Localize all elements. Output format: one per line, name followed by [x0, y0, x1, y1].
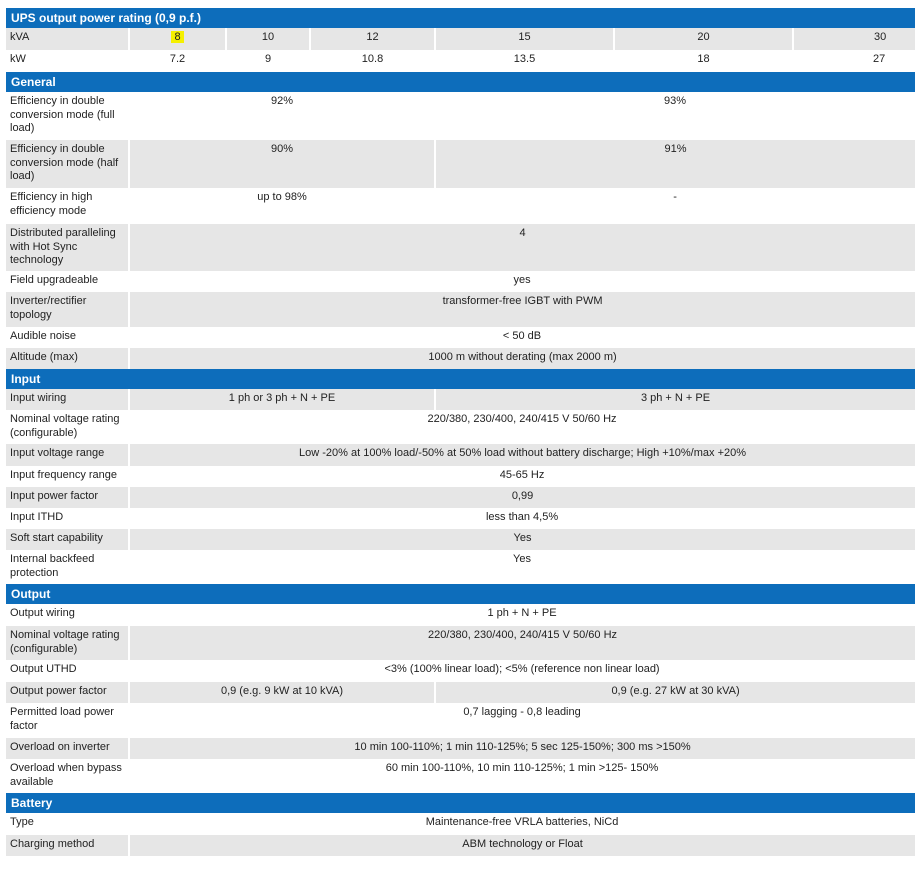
- table-row: [6, 410, 915, 444]
- highlighted-value: 8: [171, 31, 183, 43]
- row-label: Soft start capability: [6, 529, 129, 550]
- section-title: General: [6, 72, 915, 92]
- table-row: [6, 604, 915, 626]
- row-label: Type: [10, 816, 34, 828]
- row-label: Efficiency in high efficiency mode: [10, 191, 93, 217]
- kw-value: 9: [264, 53, 272, 65]
- section-title: Output: [6, 584, 915, 604]
- row-value: 93%: [664, 95, 687, 107]
- row-value: 220/380, 230/400, 240/415 V 50/60 Hz: [129, 626, 915, 660]
- row-label: Inverter/rectifier topology: [6, 292, 129, 327]
- table-row: [6, 738, 915, 759]
- table-row: [6, 224, 915, 271]
- row-value: Maintenance-free VRLA batteries, NiCd: [425, 816, 619, 828]
- section-title: Battery: [6, 793, 915, 813]
- row-label: Output UTHD: [10, 663, 77, 675]
- table-title: UPS output power rating (0,9 p.f.): [6, 8, 915, 28]
- row-value: 91%: [435, 140, 915, 188]
- row-value: 92%: [270, 95, 294, 107]
- table-row: [6, 660, 915, 682]
- row-value: less than 4,5%: [485, 511, 559, 523]
- row-label: Internal backfeed protection: [10, 553, 95, 579]
- kva-value: 15: [435, 28, 614, 50]
- row-value: 220/380, 230/400, 240/415 V 50/60 Hz: [427, 413, 617, 425]
- row-value: 4: [129, 224, 915, 271]
- row-label: Field upgradeable: [10, 274, 99, 286]
- row-value: 10 min 100-110%; 1 min 110-125%; 5 sec 125-150%; 300 ms >150%: [129, 738, 915, 759]
- row-label: Altitude (max): [6, 348, 129, 369]
- row-value: 1 ph + N + PE: [487, 607, 557, 619]
- row-label: Distributed paralleling with Hot Sync technology: [6, 224, 129, 271]
- table-row: [6, 703, 915, 738]
- table-row: [6, 140, 915, 188]
- row-value: 1 ph or 3 ph + N + PE: [129, 389, 435, 410]
- table-row: [6, 444, 915, 466]
- kva-value: 30: [793, 28, 915, 50]
- row-value: -: [673, 191, 677, 203]
- kva-value: [129, 28, 226, 50]
- row-label: Nominal voltage rating (configurable): [6, 626, 129, 660]
- kw-row: [6, 50, 915, 72]
- row-label: Efficiency in double conversion mode (half load): [6, 140, 129, 188]
- kva-value: 10: [226, 28, 310, 50]
- row-label: Overload when bypass available: [10, 762, 122, 788]
- row-label: Overload on inverter: [6, 738, 129, 759]
- row-value: 3 ph + N + PE: [435, 389, 915, 410]
- table-row: [6, 389, 915, 410]
- row-value: Low -20% at 100% load/-50% at 50% load without battery discharge; High +10%/max +20%: [129, 444, 915, 466]
- table-row: [6, 508, 915, 529]
- row-value: 90%: [129, 140, 435, 188]
- row-value: ABM technology or Float: [129, 835, 915, 856]
- kva-row: [6, 28, 915, 50]
- table-row: [6, 626, 915, 660]
- table-row: [6, 327, 915, 348]
- row-label: Permitted load power factor: [10, 706, 114, 732]
- table-row: [6, 529, 915, 550]
- table-row: [6, 835, 915, 856]
- row-value: 45-65 Hz: [499, 469, 545, 481]
- section-header-input: [6, 369, 915, 389]
- table-row: [6, 92, 915, 140]
- table-row: [6, 348, 915, 369]
- row-label: Input wiring: [6, 389, 129, 410]
- row-value: 0,9 (e.g. 27 kW at 30 kVA): [435, 682, 915, 703]
- ups-spec-table: [6, 8, 915, 856]
- row-value: 0,7 lagging - 0,8 leading: [463, 706, 581, 718]
- kva-value: 12: [310, 28, 435, 50]
- row-value: transformer-free IGBT with PWM: [129, 292, 915, 327]
- kw-value: 27: [873, 53, 886, 65]
- row-label: Nominal voltage rating (configurable): [10, 413, 120, 439]
- row-label: Output wiring: [10, 607, 75, 619]
- section-title: Input: [6, 369, 915, 389]
- kw-value: 10.8: [361, 53, 384, 65]
- row-value: 0,99: [129, 487, 915, 508]
- row-label: Input frequency range: [10, 469, 118, 481]
- row-label: Output power factor: [6, 682, 129, 703]
- table-row: [6, 813, 915, 835]
- row-label: Input voltage range: [6, 444, 129, 466]
- row-value: 60 min 100-110%, 10 min 110-125%; 1 min >125- 150%: [385, 762, 659, 774]
- row-value: Yes: [513, 553, 531, 565]
- kw-value: 13.5: [513, 53, 536, 65]
- row-label: Audible noise: [10, 330, 77, 342]
- kw-value: 7.2: [169, 53, 186, 65]
- kva-value: 20: [614, 28, 793, 50]
- table-row: [6, 466, 915, 487]
- row-value: < 50 dB: [502, 330, 542, 342]
- row-value: up to 98%: [257, 191, 307, 203]
- table-row: [6, 188, 915, 224]
- row-value: Yes: [129, 529, 915, 550]
- table-row: [6, 487, 915, 508]
- table-row: [6, 292, 915, 327]
- row-value: <3% (100% linear load); <5% (reference non linear load): [384, 663, 660, 675]
- section-header-general: [6, 72, 915, 92]
- kva-label: kVA: [6, 28, 129, 50]
- row-label: Efficiency in double conversion mode (full load): [10, 95, 115, 134]
- row-label: Input power factor: [6, 487, 129, 508]
- table-row: [6, 550, 915, 584]
- row-label: Input ITHD: [10, 511, 64, 523]
- kw-label: kW: [10, 53, 26, 65]
- row-value: 1000 m without derating (max 2000 m): [129, 348, 915, 369]
- section-header-battery: [6, 793, 915, 813]
- table-row: [6, 682, 915, 703]
- section-header-output: [6, 584, 915, 604]
- row-label: Charging method: [6, 835, 129, 856]
- row-value: 0,9 (e.g. 9 kW at 10 kVA): [129, 682, 435, 703]
- row-value: yes: [513, 274, 531, 286]
- table-row: [6, 271, 915, 292]
- table-row: [6, 759, 915, 793]
- kw-value: 18: [697, 53, 710, 65]
- title-row: [6, 8, 915, 28]
